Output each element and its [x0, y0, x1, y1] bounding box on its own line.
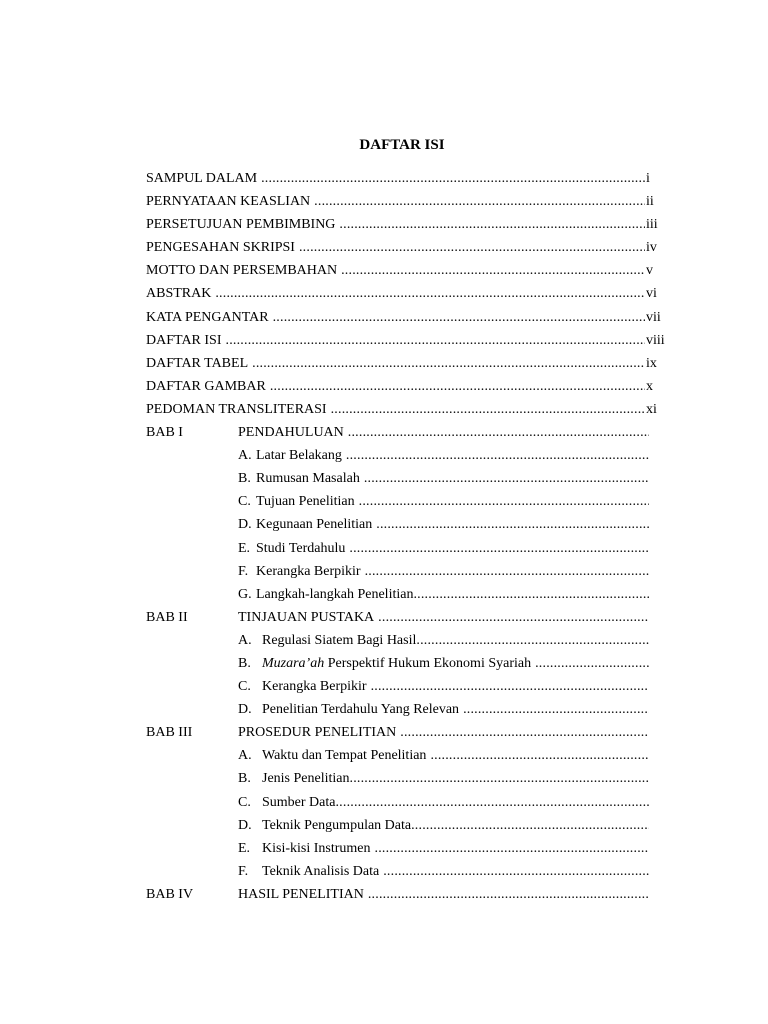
- dot-leader: [273, 306, 645, 329]
- section-label: Kerangka Berpikir: [256, 563, 361, 579]
- toc-section-row: [146, 467, 666, 490]
- toc-section-row: [146, 698, 666, 721]
- section-label: Kegunaan Penelitian: [256, 517, 373, 533]
- dot-leader: [331, 398, 645, 421]
- toc-section-row: [146, 837, 666, 860]
- dot-leader: [349, 537, 649, 560]
- dot-leader: [226, 329, 646, 352]
- section-letter: F.: [238, 863, 249, 879]
- toc-entry-label: DAFTAR TABEL: [146, 355, 249, 371]
- chapter-number: BAB II: [146, 609, 188, 625]
- dot-leader: [375, 837, 650, 860]
- dot-leader: [335, 791, 649, 814]
- dot-leader: [341, 259, 645, 282]
- toc-row: [146, 167, 666, 190]
- chapter-title: PROSEDUR PENELITIAN: [238, 725, 397, 741]
- section-label: Teknik Pengumpulan Data: [262, 817, 412, 833]
- toc-section-row: [146, 513, 666, 536]
- toc-section-row: [146, 652, 666, 675]
- dot-leader: [416, 629, 649, 652]
- section-letter: D.: [238, 702, 252, 718]
- dot-leader: [413, 583, 649, 606]
- section-letter: E.: [238, 540, 251, 556]
- toc-row: [146, 190, 666, 213]
- dot-leader: [261, 167, 645, 190]
- section-letter: B.: [238, 471, 251, 487]
- toc-entry-label: ABSTRAK: [146, 286, 212, 302]
- toc-chapter-row: [146, 721, 666, 744]
- dot-leader: [430, 744, 649, 767]
- toc-page-number: x: [646, 378, 653, 394]
- section-label: Studi Terdahulu: [256, 540, 346, 556]
- page-title: DAFTAR ISI: [359, 137, 445, 153]
- toc-row: [146, 352, 666, 375]
- toc-page-number: ii: [646, 194, 654, 210]
- chapter-number: BAB III: [146, 725, 193, 741]
- section-letter: B.: [238, 771, 251, 787]
- dot-leader: [215, 282, 645, 305]
- toc-page-number: xi: [646, 401, 657, 417]
- section-letter: C.: [238, 794, 251, 810]
- chapter-number: BAB I: [146, 425, 183, 441]
- toc-row: [146, 398, 666, 421]
- section-letter: A.: [238, 748, 252, 764]
- dot-leader: [378, 606, 649, 629]
- toc-row: [146, 282, 666, 305]
- toc-section-row: [146, 860, 666, 883]
- section-letter: A.: [238, 632, 252, 648]
- toc-section-row: [146, 490, 666, 513]
- section-letter: D.: [238, 517, 252, 533]
- dot-leader: [339, 213, 645, 236]
- section-label: Latar Belakang: [256, 448, 342, 464]
- toc-row: [146, 213, 666, 236]
- dot-leader: [270, 375, 645, 398]
- toc-section-row: [146, 791, 666, 814]
- toc-entry-label: PERNYATAAN KEASLIAN: [146, 194, 311, 210]
- dot-leader: [535, 652, 649, 675]
- section-label-italic: Muzara’ah: [262, 655, 325, 671]
- section-letter: D.: [238, 817, 252, 833]
- toc-section-row: [146, 444, 666, 467]
- toc-page-number: vii: [646, 309, 661, 325]
- toc-page-number: ix: [646, 355, 657, 371]
- toc-section-row: [146, 675, 666, 698]
- section-label-rest: Perspektif Hukum Ekonomi Syariah: [324, 655, 532, 671]
- toc-section-row: [146, 629, 666, 652]
- section-label: Penelitian Terdahulu Yang Relevan: [262, 702, 460, 718]
- dot-leader: [368, 883, 649, 906]
- toc-section-row: [146, 560, 666, 583]
- chapter-title: PENDAHULUAN: [238, 425, 344, 441]
- toc-page-number: vi: [646, 286, 657, 302]
- dot-leader: [252, 352, 645, 375]
- toc-row: [146, 236, 666, 259]
- toc-entry-label: PERSETUJUAN PEMBIMBING: [146, 217, 336, 233]
- section-label: Teknik Analisis Data: [262, 863, 380, 879]
- toc-page-number: iii: [646, 217, 658, 233]
- dot-leader: [314, 190, 645, 213]
- dot-leader: [463, 698, 649, 721]
- dot-leader: [299, 236, 645, 259]
- section-label: Waktu dan Tempat Penelitian: [262, 748, 427, 764]
- section-label: Jenis Penelitian: [262, 771, 350, 787]
- dot-leader: [365, 560, 649, 583]
- toc-entry-label: PEDOMAN TRANSLITERASI: [146, 401, 327, 417]
- toc-row: [146, 375, 666, 398]
- section-label: Sumber Data: [262, 794, 336, 810]
- toc-chapter-row: [146, 421, 666, 444]
- dot-leader: [411, 814, 649, 837]
- table-of-contents: [146, 167, 666, 906]
- toc-page-number: iv: [646, 240, 657, 256]
- section-letter: E.: [238, 840, 251, 856]
- section-label: Tujuan Penelitian: [256, 494, 355, 510]
- dot-leader: [364, 467, 649, 490]
- toc-section-row: [146, 767, 666, 790]
- toc-entry-label: DAFTAR GAMBAR: [146, 378, 266, 394]
- section-label: Kerangka Berpikir: [262, 679, 367, 695]
- toc-entry-label: PENGESAHAN SKRIPSI: [146, 240, 295, 256]
- toc-chapter-row: [146, 883, 666, 906]
- section-label: [262, 652, 531, 675]
- toc-page-number: viii: [646, 332, 665, 348]
- section-label: Regulasi Siatem Bagi Hasil: [262, 632, 417, 648]
- toc-row: [146, 329, 666, 352]
- dot-leader: [359, 490, 649, 513]
- chapter-number: BAB IV: [146, 886, 194, 902]
- dot-leader: [400, 721, 649, 744]
- chapter-title: TINJAUAN PUSTAKA: [238, 609, 375, 625]
- toc-page-number: i: [646, 171, 650, 186]
- toc-entry-label: MOTTO DAN PERSEMBAHAN: [146, 263, 338, 279]
- chapter-title: HASIL PENELITIAN: [238, 886, 364, 902]
- section-label: Langkah-langkah Penelitian: [256, 586, 414, 602]
- section-letter: A.: [238, 448, 252, 464]
- toc-section-row: [146, 814, 666, 837]
- toc-page-number: v: [646, 263, 653, 279]
- dot-leader: [383, 860, 649, 883]
- section-letter: F.: [238, 563, 249, 579]
- toc-row: [146, 306, 666, 329]
- section-label: Rumusan Masalah: [256, 471, 360, 487]
- section-letter: C.: [238, 494, 251, 510]
- toc-section-row: [146, 537, 666, 560]
- dot-leader: [348, 421, 649, 444]
- dot-leader: [346, 444, 649, 467]
- dot-leader: [371, 675, 649, 698]
- section-label: Kisi-kisi Instrumen: [262, 840, 371, 856]
- section-letter: G.: [238, 586, 252, 602]
- toc-chapter-row: [146, 606, 666, 629]
- toc-entry-label: KATA PENGANTAR: [146, 309, 269, 325]
- section-letter: C.: [238, 679, 251, 695]
- toc-section-row: [146, 583, 666, 606]
- toc-entry-label: SAMPUL DALAM: [146, 171, 258, 186]
- toc-row: [146, 259, 666, 282]
- toc-entry-label: DAFTAR ISI: [146, 332, 222, 348]
- dot-leader: [350, 767, 650, 790]
- dot-leader: [376, 513, 649, 536]
- toc-section-row: [146, 744, 666, 767]
- section-letter: B.: [238, 655, 251, 671]
